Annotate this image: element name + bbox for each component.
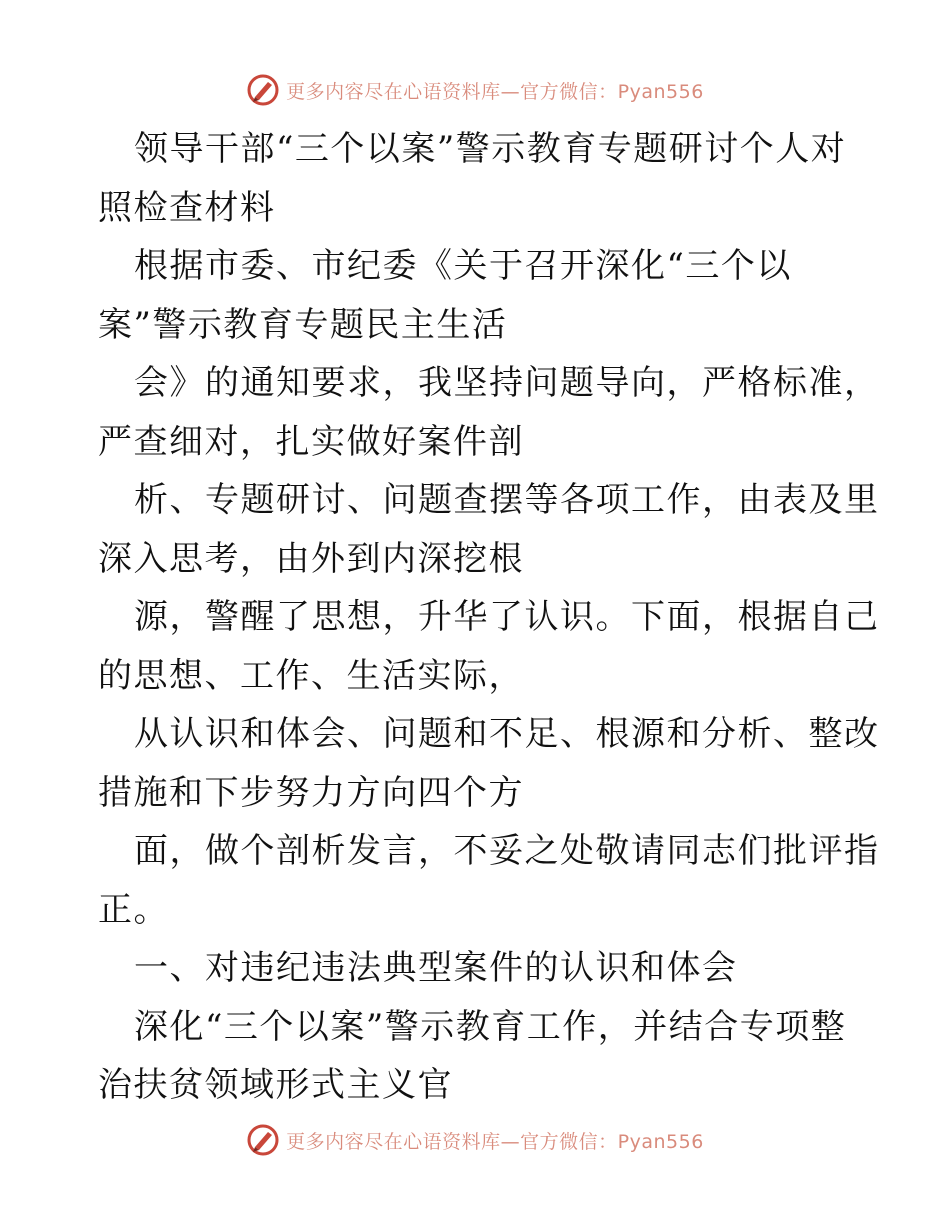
paragraph: 根据市委、市纪委《关于召开深化“三个以 案”警示教育专题民主生活 — [98, 246, 792, 345]
paragraph: 会》的通知要求，我坚持问题导向，严格标准， 严查细对，扎实做好案件剖 — [98, 363, 880, 462]
watermark-footer — [0, 1120, 950, 1160]
paragraph: 析、专题研讨、问题查摆等各项工作，由表及里 深入思考，由外到内深挖根 — [98, 480, 880, 579]
document-body — [98, 120, 880, 1115]
watermark-header — [0, 70, 950, 110]
watermark-text: 更多内容尽在心语资料库—官方微信：Pyan556 — [286, 1130, 704, 1153]
pen-circle-logo-icon — [246, 1123, 280, 1157]
paragraph: 面，做个剖析发言，不妥之处敬请同志们批评指 正。 — [98, 831, 880, 930]
section-heading: 一、对违纪违法典型案件的认识和体会 — [134, 948, 738, 988]
watermark-text: 更多内容尽在心语资料库—官方微信：Pyan556 — [286, 80, 704, 103]
paragraph: 源，警醒了思想，升华了认识。下面，根据自己 的思想、工作、生活实际， — [98, 597, 880, 696]
paragraph: 从认识和体会、问题和不足、根源和分析、整改 措施和下步努力方向四个方 — [98, 714, 880, 813]
paragraph: 深化“三个以案”警示教育工作，并结合专项整 治扶贫领域形式主义官 — [98, 1006, 847, 1105]
pen-circle-logo-icon — [246, 73, 280, 107]
document-title: 领导干部“三个以案”警示教育专题研讨个人对 照检查材料 — [98, 129, 847, 228]
